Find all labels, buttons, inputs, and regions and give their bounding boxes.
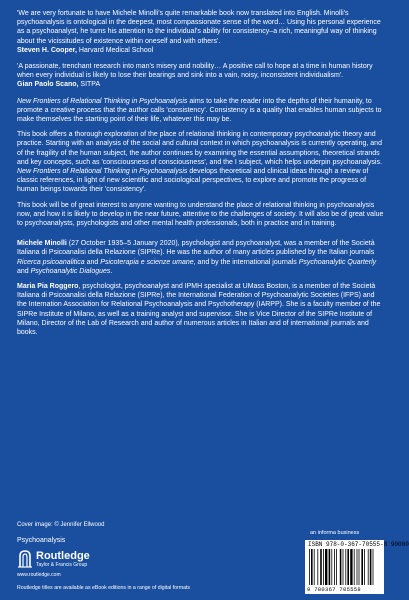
barcode-bar [334,549,335,585]
barcode-bar [357,549,358,585]
book-title: New Frontiers of Relational Thinking in Psychoanalysis [17,97,188,105]
barcode-bar [350,549,352,585]
endorsement-author [17,46,385,55]
barcode-bar [311,549,313,585]
endorsement-author [17,80,385,89]
barcode-bar [361,549,363,585]
subject-category: Psychoanalysis [17,537,66,544]
description-paragraph-2 [17,130,385,194]
publisher-url: www.routledge.com [17,572,61,578]
barcode-bar [370,549,372,585]
book-title: New Frontiers of Relational Thinking in Psychoanalysis [17,168,188,176]
back-cover-text [17,9,385,343]
author-name: Gian Paolo Scano, [17,81,79,89]
description-paragraph-3: This book will be of great interest to anyone wanting to understand the place of relational thinking in psychoanalysis now, and how it is likely to develop in the near future, attentive to the challenges of society. It will also be of great value to psychoanalysts, psychologists and other mental health professionals, both in practice and in training. [17,201,384,228]
barcode-bar [368,549,369,585]
routledge-emblem-icon [17,550,33,568]
bio-text: and [17,267,31,275]
barcode-bar [343,549,344,585]
barcode-bar [323,549,324,585]
publisher-name: Routledge [36,550,90,562]
description-text: This book offers a thorough exploration of the place of relational thinking in contemporary psychoanalytic theory and practice. Starting with an analysis of the social and cultural context in which psychoanalysis is currently operating, and of the fragility of the human subject, the author continues by examining the essential assumptions, theoretical strands and key concepts, such as 'consciousness of consciousness', and the I subject, which helps underpin psychoanalysis. [17,131,382,166]
journal-name: Ricerca psicoanalitica [17,258,85,266]
barcode-bar [347,549,349,585]
barcode-bar [336,549,337,585]
author-bio-roggero [17,282,385,337]
barcode-bar [329,549,331,585]
description-text: develops theoretical and clinical ideas through a review of classic references, in light of new scientific and sociological perspectives, to explore and promote the progress of human beings towards their 'consistency'. [17,168,369,194]
endorsement-text: 'A passionate, trenchant research into man's misery and nobility… A positive call to hope at a time in human history when every individual is likely to lose their bearings and sink into a vain, noisy, inconsistent individualism'. [17,63,373,80]
description-text: aims to take the reader into the depths of their humanity, to promote a creative process that the author calls 'consistency'. Consistency is a quality that enables human subjects to make themselves the starting point of their life, whatever this may be. [17,97,382,124]
barcode-digits: 9 780367 705558 [307,586,362,593]
barcode-bars [309,549,380,585]
barcode-bar [309,549,310,585]
barcode-bar [331,549,332,585]
author-name: Michele Minolli [17,240,67,248]
journal-name: Psychoanalytic Quarterly [298,258,377,266]
isbn-number: ISBN 978-0-367-70555-8 [308,541,388,548]
isbn-barcode [305,540,409,594]
barcode-bar [320,549,322,585]
author-affiliation: SITPA [80,81,101,89]
barcode-bar [354,549,355,585]
barcode-bar [364,549,365,585]
journal-name: Psicoterapia e scienze umane [100,258,194,266]
journal-name: Psychoanalytic Dialogues [30,267,111,275]
bio-text: , and by the international journals [193,258,299,266]
barcode-bar [359,549,360,585]
author-name: Maria Pia Roggero [17,283,79,291]
endorsement-2 [17,62,385,90]
bio-text: and [84,258,101,266]
bio-text: , psychologist, psychoanalyst and IPMH specialist at UMass Boston, is a member of the Società Italiana di Psicoanalisi della Relazione (SIPRe), the International Federation of Psychoanalytic Societies (IFPS) and the Internation Association for Relational Psychoanalysis and Psychotherapy (IARPP). She is a faculty member of the SIPRe Institute of Milano, as well as a training analyst and supervisor. She is Vice Director of the SIPRe Institute of Milano, Director of the Lab of Research and author of numerous articles in Italian and of international journals and books. [17,283,381,337]
publisher-group: Taylor & Francis Group [36,562,88,568]
author-bio-minolli [17,239,385,276]
price-code: 90000 [390,541,409,548]
isbn-label [308,541,409,548]
author-name: Steven H. Cooper, [17,46,77,54]
publisher-logo [17,550,137,580]
description-paragraph-1 [17,97,385,125]
barcode-bar [345,549,346,585]
bio-text: (27 October 1935–5 January 2020), psychologist and psychoanalyst, was a member of the Società Italiana di Psicoanalisi della Relazione (SIPRe). He was the author of many articles published by the Italian journals [17,240,375,257]
informa-label: an informa business [310,530,360,536]
barcode-bar [317,549,318,585]
barcode-bar [373,549,374,585]
cover-image-credit: Cover image: © Jennifer Ellwood [17,522,105,528]
barcode-bar [325,549,327,585]
endorsement-1 [17,9,385,55]
barcode-bar [314,549,315,585]
endorsement-text: 'We are very fortunate to have Michele Minolli's quite remarkable book now translated into English. Minolli's psychoanalysis is ontological in the deepest, most compassionate sense of the word… Using his personal experience as a psychoanalyst, he turns his attention to the individual's ability for consistency–a rich, meaningful way of thinking about the vicissitudes of existence within oneself and with others'. [17,10,381,45]
author-affiliation: Harvard Medical School [78,46,154,54]
bio-text: . [110,267,113,275]
ebook-note: Routledge titles are available as eBook editions in a range of digital formats [17,585,191,591]
barcode-bar [340,549,342,585]
